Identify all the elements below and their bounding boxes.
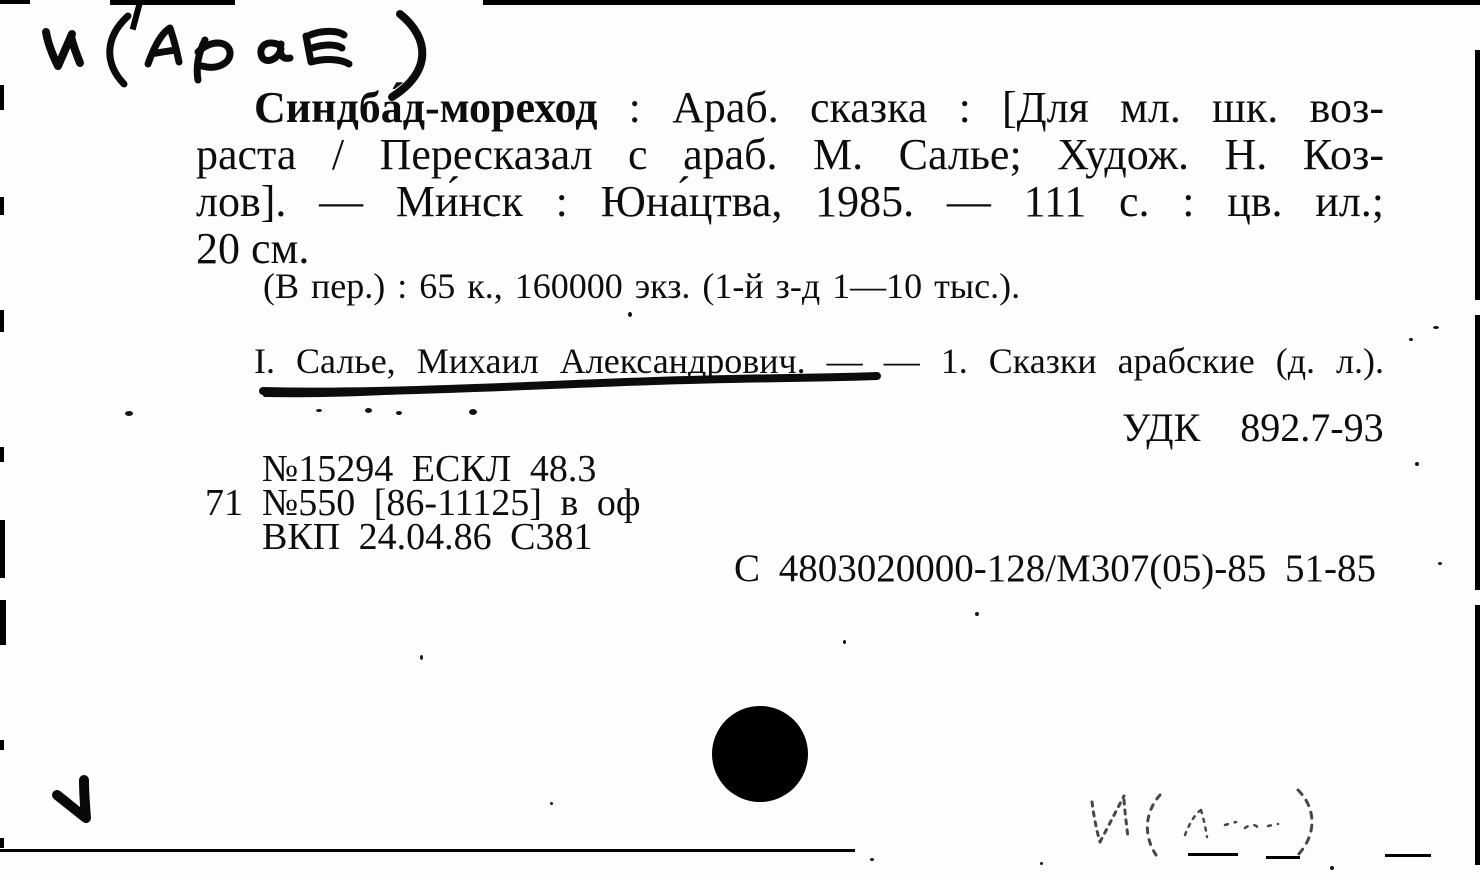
noise-speck: [469, 409, 477, 415]
scan-artifact-left: [0, 310, 4, 332]
registry-block: [205, 448, 641, 558]
noise-speck: [1433, 326, 1439, 329]
bibliographic-description: [196, 84, 1384, 272]
noise-speck: [1438, 562, 1442, 565]
registry-line-2-body: №550 [86-11125] в оф: [262, 482, 641, 524]
udc-label: УДК: [1122, 405, 1201, 450]
noise-speck: [843, 640, 846, 644]
registry-line-2: [205, 482, 641, 524]
bib-line-1: [196, 84, 1384, 131]
scan-artifact-right: [1475, 50, 1480, 300]
scan-artifact-left: [0, 447, 4, 462]
scan-artifact-right: [1475, 605, 1480, 865]
catalog-index-line: С 4803020000-128/М307(05)-85 51-85: [734, 547, 1376, 590]
scan-artifact-left: [0, 520, 5, 578]
noise-speck: [550, 802, 553, 805]
scan-artifact-bottom: [1188, 853, 1238, 856]
noise-speck: [975, 612, 979, 616]
scan-artifact-top: [0, 0, 30, 4]
scan-artifact-top: [483, 0, 1480, 5]
scan-artifact-bottom: [1266, 856, 1300, 859]
scan-artifact-right: [1475, 315, 1480, 590]
tracings-line: I. Салье, Михаил Александрович. — — 1. Сказки арабские (д. л.).: [254, 341, 1384, 381]
noise-speck: [125, 411, 133, 416]
binding-price-line: (В пер.) : 65 к., 160000 экз. (1-й з-д 1—10 тыс.).: [263, 266, 1021, 306]
noise-speck: [1415, 462, 1419, 466]
udc-value: 892.7-93: [1240, 405, 1384, 450]
handwritten-checkmark: [45, 765, 115, 830]
noise-speck: [870, 858, 874, 861]
noise-speck: [365, 408, 372, 413]
noise-speck: [316, 409, 322, 412]
noise-speck: [1040, 862, 1043, 865]
scan-artifact-left: [0, 600, 6, 645]
registry-line-1: №15294 ЕСКЛ 48.3: [262, 448, 597, 490]
punch-hole: [712, 706, 808, 802]
noise-speck: [1409, 338, 1413, 341]
scan-artifact-left: [0, 85, 4, 110]
registry-line-2-prefix: 71: [205, 482, 243, 524]
noise-speck: [1330, 866, 1334, 870]
scan-artifact-left: [0, 197, 4, 215]
scan-artifact-bottom: [0, 849, 855, 852]
registry-line-3: ВКП 24.04.86 С381: [262, 516, 593, 558]
bib-line-4: 20 см.: [196, 224, 310, 273]
bib-line-2: раста / Пересказал с араб. М. Салье; Худож. Н. Коз-: [196, 130, 1384, 179]
scan-artifact-left: [0, 838, 4, 848]
noise-speck: [420, 655, 423, 660]
scan-artifact-left: [0, 740, 4, 750]
noise-speck: [628, 312, 632, 317]
bib-line-3: лов]. — Ми́нск : Юна́цтва, 1985. — 111 с. : цв. ил.;: [196, 177, 1384, 226]
udc-line: [1122, 405, 1384, 450]
bib-line-1-rest: : Араб. сказка : [Для мл. шк. воз-: [597, 83, 1384, 132]
scan-artifact-bottom: [1385, 854, 1431, 857]
noise-speck: [396, 411, 402, 415]
book-title: Синдба́д-мореход: [254, 83, 598, 132]
handwritten-class-mark-bottom: [1080, 780, 1380, 880]
scan-artifact-top: [110, 0, 235, 5]
author-underline-stroke: [255, 368, 895, 400]
